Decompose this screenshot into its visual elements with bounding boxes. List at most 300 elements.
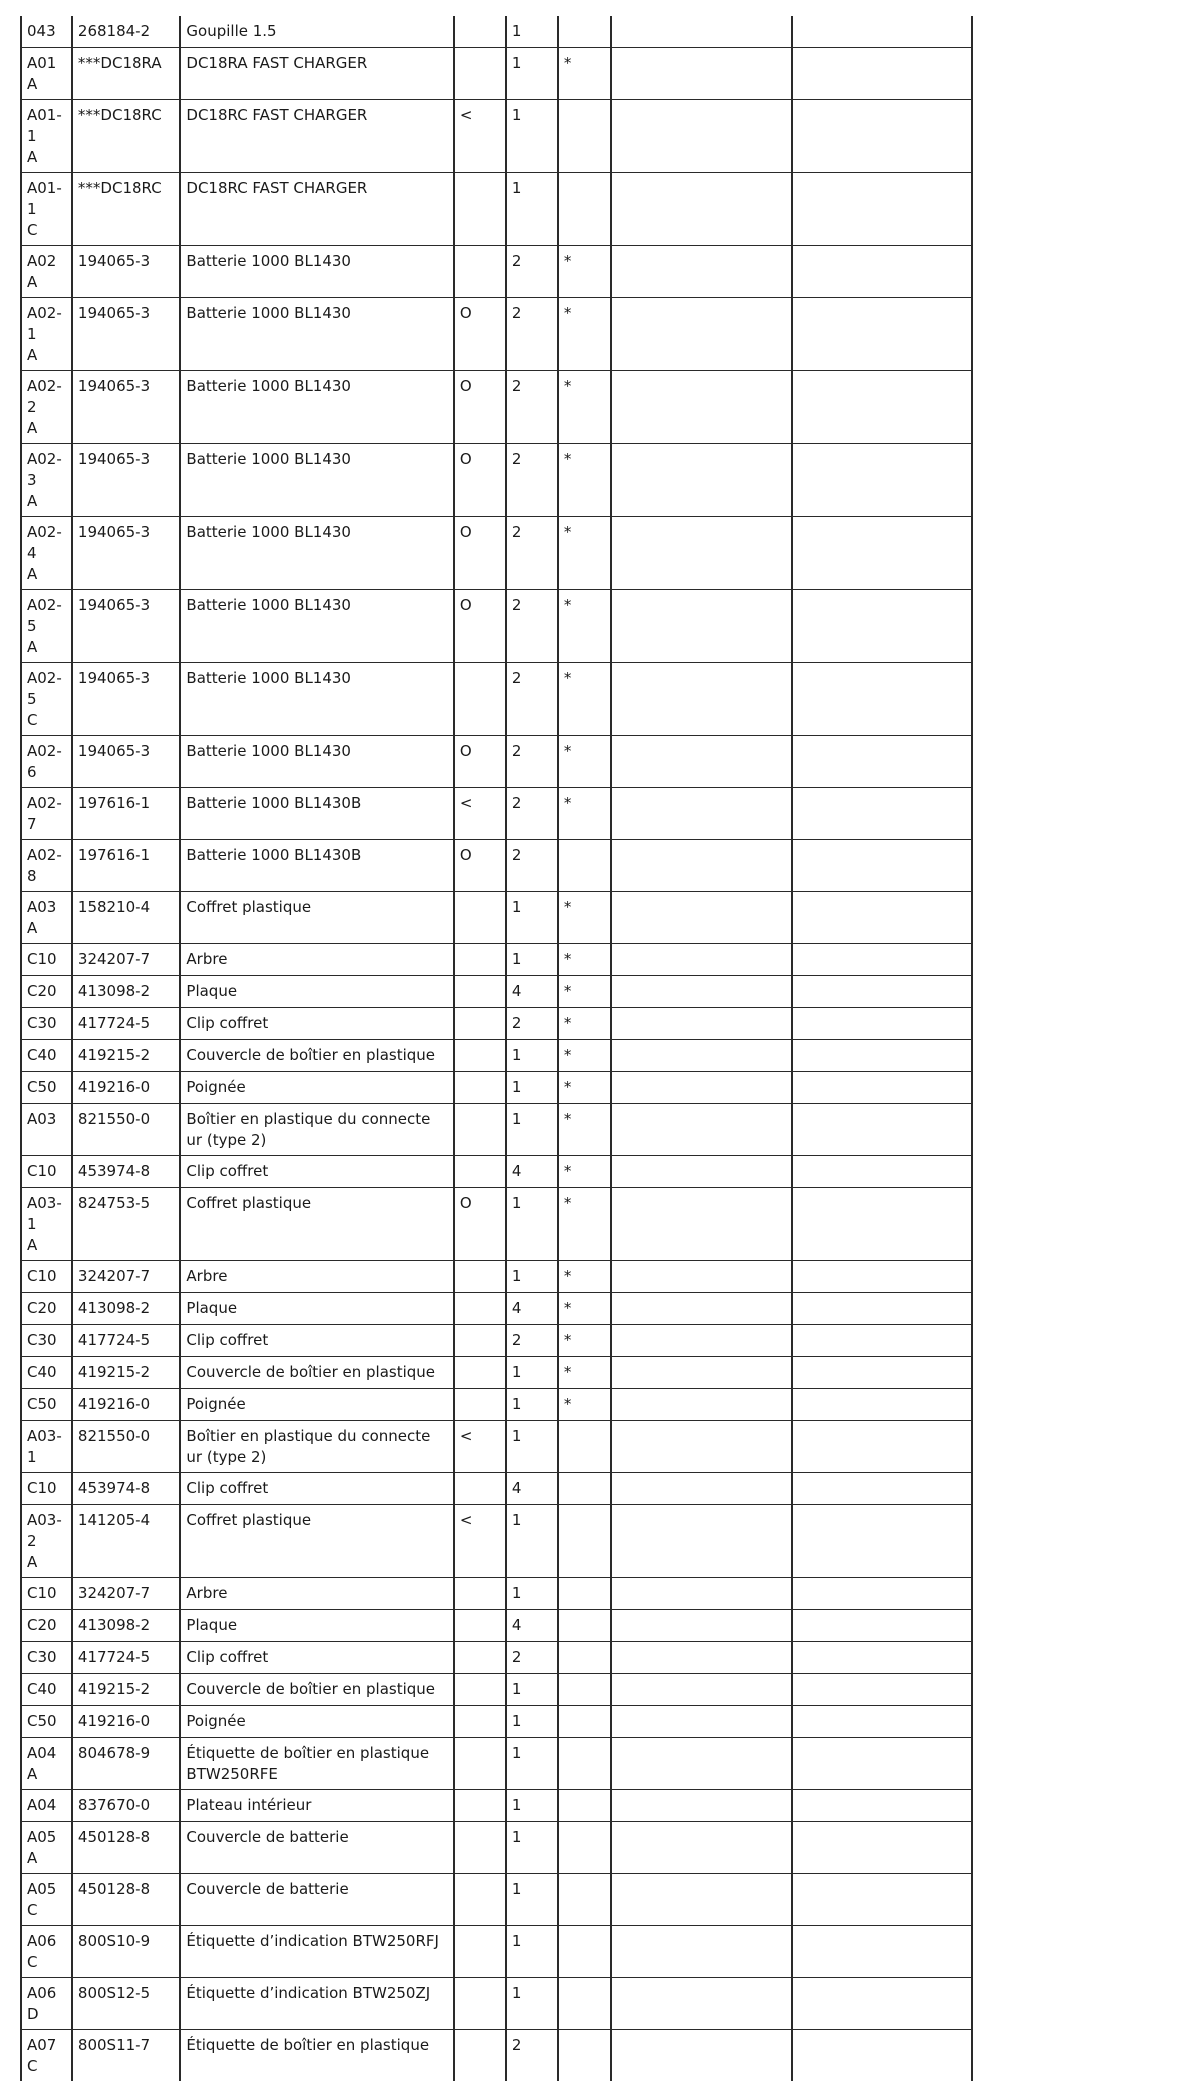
description-cell: Étiquette d’indication BTW250ZJ [180, 1978, 453, 2030]
note-marker-cell: * [558, 48, 611, 100]
description-cell: Couvercle de batterie [180, 1874, 453, 1926]
part-number-cell: 324207-7 [72, 944, 180, 976]
blank-column-2-cell [792, 1926, 972, 1978]
part-number-cell: 194065-3 [72, 517, 180, 590]
note-marker-cell: * [558, 1040, 611, 1072]
part-number-cell: 158210-4 [72, 892, 180, 944]
change-flag-cell: O [454, 1188, 506, 1261]
note-marker-cell [558, 1473, 611, 1505]
blank-column-2-cell [792, 1357, 972, 1389]
quantity-cell: 1 [506, 1706, 558, 1738]
table-row [21, 1738, 972, 1790]
quantity-cell: 2 [506, 1325, 558, 1357]
parts-table-body [21, 16, 972, 2081]
blank-column-1-cell [611, 944, 791, 976]
note-marker-cell [558, 1790, 611, 1822]
blank-column-2-cell [792, 1610, 972, 1642]
part-number-cell: 141205-4 [72, 1505, 180, 1578]
note-marker-cell: * [558, 892, 611, 944]
part-number-cell: 417724-5 [72, 1642, 180, 1674]
item-code-cell: A02A [21, 246, 72, 298]
change-flag-cell [454, 1261, 506, 1293]
quantity-cell: 1 [506, 1874, 558, 1926]
table-row [21, 1389, 972, 1421]
description-cell: Clip coffret [180, 1473, 453, 1505]
item-code-cell: A05A [21, 1822, 72, 1874]
note-marker-cell [558, 1578, 611, 1610]
table-row [21, 663, 972, 736]
quantity-cell: 2 [506, 663, 558, 736]
quantity-cell: 2 [506, 246, 558, 298]
blank-column-1-cell [611, 371, 791, 444]
note-marker-cell: * [558, 1357, 611, 1389]
description-cell: Poignée [180, 1072, 453, 1104]
part-number-cell: 194065-3 [72, 663, 180, 736]
part-number-cell: ***DC18RA [72, 48, 180, 100]
table-row [21, 1188, 972, 1261]
table-row [21, 1674, 972, 1706]
blank-column-1-cell [611, 1642, 791, 1674]
table-row [21, 1421, 972, 1473]
description-cell: Boîtier en plastique du connecte ur (type 2) [180, 1104, 453, 1156]
description-cell: Arbre [180, 1261, 453, 1293]
change-flag-cell [454, 16, 506, 48]
blank-column-1-cell [611, 444, 791, 517]
table-row [21, 298, 972, 371]
description-cell: Plaque [180, 976, 453, 1008]
blank-column-2-cell [792, 1738, 972, 1790]
blank-column-2-cell [792, 1008, 972, 1040]
item-code-cell: C30 [21, 1008, 72, 1040]
item-code-cell: A02-1 A [21, 298, 72, 371]
blank-column-2-cell [792, 892, 972, 944]
part-number-cell: 419215-2 [72, 1040, 180, 1072]
description-cell: Couvercle de boîtier en plastique [180, 1040, 453, 1072]
change-flag-cell [454, 1926, 506, 1978]
part-number-cell: 453974-8 [72, 1473, 180, 1505]
blank-column-1-cell [611, 298, 791, 371]
quantity-cell: 2 [506, 298, 558, 371]
description-cell: Couvercle de boîtier en plastique [180, 1674, 453, 1706]
quantity-cell: 2 [506, 840, 558, 892]
change-flag-cell: O [454, 840, 506, 892]
description-cell: Clip coffret [180, 1008, 453, 1040]
change-flag-cell [454, 944, 506, 976]
quantity-cell: 1 [506, 1926, 558, 1978]
description-cell: Batterie 1000 BL1430 [180, 246, 453, 298]
change-flag-cell [454, 1706, 506, 1738]
blank-column-1-cell [611, 1104, 791, 1156]
quantity-cell: 1 [506, 892, 558, 944]
description-cell: Étiquette d’indication BTW250RFJ [180, 1926, 453, 1978]
quantity-cell: 1 [506, 1505, 558, 1578]
blank-column-1-cell [611, 1738, 791, 1790]
table-row [21, 371, 972, 444]
table-row [21, 2030, 972, 2081]
description-cell: Coffret plastique [180, 892, 453, 944]
quantity-cell: 4 [506, 1293, 558, 1325]
blank-column-2-cell [792, 1822, 972, 1874]
table-row [21, 590, 972, 663]
part-number-cell: 268184-2 [72, 16, 180, 48]
note-marker-cell: * [558, 1104, 611, 1156]
quantity-cell: 2 [506, 590, 558, 663]
table-row [21, 173, 972, 246]
quantity-cell: 1 [506, 1738, 558, 1790]
blank-column-1-cell [611, 1978, 791, 2030]
table-row [21, 246, 972, 298]
quantity-cell: 1 [506, 1072, 558, 1104]
item-code-cell: A01A [21, 48, 72, 100]
part-number-cell: 194065-3 [72, 736, 180, 788]
part-number-cell: 413098-2 [72, 1293, 180, 1325]
note-marker-cell [558, 16, 611, 48]
blank-column-2-cell [792, 298, 972, 371]
blank-column-2-cell [792, 1156, 972, 1188]
item-code-cell: A03-1 A [21, 1188, 72, 1261]
description-cell: DC18RA FAST CHARGER [180, 48, 453, 100]
table-row [21, 736, 972, 788]
description-cell: Batterie 1000 BL1430B [180, 840, 453, 892]
description-cell: Plaque [180, 1293, 453, 1325]
change-flag-cell [454, 1293, 506, 1325]
note-marker-cell: * [558, 1188, 611, 1261]
quantity-cell: 1 [506, 1188, 558, 1261]
change-flag-cell [454, 1104, 506, 1156]
item-code-cell: A03-2 A [21, 1505, 72, 1578]
item-code-cell: C10 [21, 1473, 72, 1505]
item-code-cell: A04A [21, 1738, 72, 1790]
note-marker-cell [558, 840, 611, 892]
description-cell: Batterie 1000 BL1430 [180, 371, 453, 444]
part-number-cell: 450128-8 [72, 1874, 180, 1926]
blank-column-2-cell [792, 1293, 972, 1325]
part-number-cell: 804678-9 [72, 1738, 180, 1790]
item-code-cell: C40 [21, 1674, 72, 1706]
description-cell: Couvercle de boîtier en plastique [180, 1357, 453, 1389]
part-number-cell: 821550-0 [72, 1421, 180, 1473]
description-cell: Clip coffret [180, 1156, 453, 1188]
part-number-cell: 453974-8 [72, 1156, 180, 1188]
blank-column-2-cell [792, 788, 972, 840]
note-marker-cell: * [558, 1156, 611, 1188]
description-cell: Batterie 1000 BL1430 [180, 298, 453, 371]
blank-column-1-cell [611, 1926, 791, 1978]
quantity-cell: 1 [506, 1674, 558, 1706]
part-number-cell: 324207-7 [72, 1578, 180, 1610]
change-flag-cell: < [454, 100, 506, 173]
quantity-cell: 2 [506, 2030, 558, 2081]
blank-column-1-cell [611, 173, 791, 246]
quantity-cell: 1 [506, 1822, 558, 1874]
note-marker-cell [558, 1674, 611, 1706]
item-code-cell: C50 [21, 1072, 72, 1104]
blank-column-2-cell [792, 1874, 972, 1926]
item-code-cell: A02-4 A [21, 517, 72, 590]
note-marker-cell: * [558, 663, 611, 736]
item-code-cell: A05C [21, 1874, 72, 1926]
table-row [21, 1072, 972, 1104]
item-code-cell: A02-5 C [21, 663, 72, 736]
table-row [21, 48, 972, 100]
note-marker-cell [558, 1505, 611, 1578]
blank-column-1-cell [611, 1072, 791, 1104]
blank-column-1-cell [611, 1473, 791, 1505]
quantity-cell: 1 [506, 1104, 558, 1156]
blank-column-2-cell [792, 517, 972, 590]
part-number-cell: 194065-3 [72, 246, 180, 298]
note-marker-cell: * [558, 1389, 611, 1421]
change-flag-cell: O [454, 298, 506, 371]
part-number-cell: 800S11-7 [72, 2030, 180, 2081]
blank-column-1-cell [611, 1674, 791, 1706]
note-marker-cell: * [558, 736, 611, 788]
blank-column-2-cell [792, 1421, 972, 1473]
item-code-cell: A03 [21, 1104, 72, 1156]
table-row [21, 1357, 972, 1389]
blank-column-1-cell [611, 16, 791, 48]
part-number-cell: 800S10-9 [72, 1926, 180, 1978]
item-code-cell: 043 [21, 16, 72, 48]
note-marker-cell [558, 1421, 611, 1473]
note-marker-cell: * [558, 1325, 611, 1357]
quantity-cell: 1 [506, 1978, 558, 2030]
description-cell: Batterie 1000 BL1430 [180, 663, 453, 736]
description-cell: Goupille 1.5 [180, 16, 453, 48]
item-code-cell: C10 [21, 1156, 72, 1188]
description-cell: Plaque [180, 1610, 453, 1642]
blank-column-2-cell [792, 1578, 972, 1610]
item-code-cell: C40 [21, 1357, 72, 1389]
part-number-cell: 419215-2 [72, 1674, 180, 1706]
table-row [21, 444, 972, 517]
quantity-cell: 2 [506, 444, 558, 517]
quantity-cell: 4 [506, 1473, 558, 1505]
blank-column-1-cell [611, 663, 791, 736]
item-code-cell: C20 [21, 1293, 72, 1325]
change-flag-cell [454, 1473, 506, 1505]
quantity-cell: 1 [506, 1261, 558, 1293]
quantity-cell: 4 [506, 1156, 558, 1188]
table-row [21, 1008, 972, 1040]
table-row [21, 1325, 972, 1357]
change-flag-cell [454, 2030, 506, 2081]
change-flag-cell [454, 246, 506, 298]
blank-column-2-cell [792, 1642, 972, 1674]
blank-column-1-cell [611, 100, 791, 173]
part-number-cell: 413098-2 [72, 976, 180, 1008]
description-cell: Batterie 1000 BL1430B [180, 788, 453, 840]
change-flag-cell [454, 1008, 506, 1040]
note-marker-cell [558, 1978, 611, 2030]
blank-column-2-cell [792, 246, 972, 298]
item-code-cell: A07C [21, 2030, 72, 2081]
item-code-cell: A06C [21, 1926, 72, 1978]
quantity-cell: 2 [506, 788, 558, 840]
change-flag-cell: O [454, 371, 506, 444]
table-row [21, 944, 972, 976]
note-marker-cell: * [558, 976, 611, 1008]
part-number-cell: 417724-5 [72, 1008, 180, 1040]
table-row [21, 100, 972, 173]
change-flag-cell [454, 976, 506, 1008]
blank-column-2-cell [792, 944, 972, 976]
blank-column-1-cell [611, 976, 791, 1008]
table-row [21, 517, 972, 590]
blank-column-2-cell [792, 1674, 972, 1706]
part-number-cell: 419216-0 [72, 1072, 180, 1104]
blank-column-1-cell [611, 246, 791, 298]
item-code-cell: C30 [21, 1325, 72, 1357]
change-flag-cell [454, 1389, 506, 1421]
part-number-cell: 194065-3 [72, 590, 180, 663]
change-flag-cell [454, 173, 506, 246]
blank-column-2-cell [792, 976, 972, 1008]
table-row [21, 1642, 972, 1674]
table-row [21, 1293, 972, 1325]
note-marker-cell: * [558, 590, 611, 663]
note-marker-cell: * [558, 444, 611, 517]
note-marker-cell [558, 1738, 611, 1790]
change-flag-cell: < [454, 1421, 506, 1473]
item-code-cell: A03-1 [21, 1421, 72, 1473]
part-number-cell: 800S12-5 [72, 1978, 180, 2030]
quantity-cell: 1 [506, 48, 558, 100]
change-flag-cell: O [454, 736, 506, 788]
change-flag-cell: O [454, 517, 506, 590]
item-code-cell: A01-1 A [21, 100, 72, 173]
blank-column-1-cell [611, 1790, 791, 1822]
item-code-cell: C40 [21, 1040, 72, 1072]
table-row [21, 892, 972, 944]
blank-column-2-cell [792, 1261, 972, 1293]
blank-column-2-cell [792, 1325, 972, 1357]
part-number-cell: 413098-2 [72, 1610, 180, 1642]
quantity-cell: 2 [506, 371, 558, 444]
note-marker-cell [558, 1874, 611, 1926]
table-row [21, 1040, 972, 1072]
description-cell: Boîtier en plastique du connecte ur (type 2) [180, 1421, 453, 1473]
quantity-cell: 2 [506, 517, 558, 590]
part-number-cell: 824753-5 [72, 1188, 180, 1261]
table-row [21, 1926, 972, 1978]
note-marker-cell [558, 100, 611, 173]
part-number-cell: 197616-1 [72, 840, 180, 892]
blank-column-1-cell [611, 48, 791, 100]
change-flag-cell: < [454, 1505, 506, 1578]
change-flag-cell [454, 1072, 506, 1104]
table-row [21, 1790, 972, 1822]
change-flag-cell [454, 48, 506, 100]
quantity-cell: 1 [506, 944, 558, 976]
quantity-cell: 2 [506, 736, 558, 788]
blank-column-1-cell [611, 1040, 791, 1072]
note-marker-cell: * [558, 246, 611, 298]
blank-column-1-cell [611, 1261, 791, 1293]
change-flag-cell [454, 1642, 506, 1674]
blank-column-2-cell [792, 590, 972, 663]
description-cell: Étiquette de boîtier en plastique [180, 2030, 453, 2081]
description-cell: Coffret plastique [180, 1505, 453, 1578]
change-flag-cell [454, 663, 506, 736]
table-row [21, 1706, 972, 1738]
blank-column-2-cell [792, 1473, 972, 1505]
blank-column-1-cell [611, 1325, 791, 1357]
blank-column-2-cell [792, 371, 972, 444]
quantity-cell: 1 [506, 100, 558, 173]
description-cell: DC18RC FAST CHARGER [180, 173, 453, 246]
part-number-cell: 837670-0 [72, 1790, 180, 1822]
change-flag-cell [454, 1156, 506, 1188]
blank-column-2-cell [792, 736, 972, 788]
note-marker-cell [558, 173, 611, 246]
change-flag-cell [454, 1874, 506, 1926]
item-code-cell: C20 [21, 976, 72, 1008]
item-code-cell: C20 [21, 1610, 72, 1642]
part-number-cell: 417724-5 [72, 1325, 180, 1357]
blank-column-2-cell [792, 1389, 972, 1421]
change-flag-cell: O [454, 590, 506, 663]
quantity-cell: 1 [506, 1578, 558, 1610]
note-marker-cell [558, 1926, 611, 1978]
quantity-cell: 1 [506, 1421, 558, 1473]
item-code-cell: C50 [21, 1706, 72, 1738]
blank-column-2-cell [792, 1188, 972, 1261]
item-code-cell: A01-1 C [21, 173, 72, 246]
blank-column-1-cell [611, 1156, 791, 1188]
part-number-cell: 194065-3 [72, 371, 180, 444]
blank-column-1-cell [611, 1008, 791, 1040]
item-code-cell: A02-5 A [21, 590, 72, 663]
part-number-cell: 197616-1 [72, 788, 180, 840]
quantity-cell: 4 [506, 1610, 558, 1642]
part-number-cell: 194065-3 [72, 444, 180, 517]
table-row [21, 840, 972, 892]
note-marker-cell [558, 1610, 611, 1642]
item-code-cell: C10 [21, 1261, 72, 1293]
item-code-cell: A02-8 [21, 840, 72, 892]
change-flag-cell [454, 1357, 506, 1389]
item-code-cell: A02-6 [21, 736, 72, 788]
description-cell: Arbre [180, 1578, 453, 1610]
note-marker-cell: * [558, 298, 611, 371]
quantity-cell: 1 [506, 1040, 558, 1072]
description-cell: Batterie 1000 BL1430 [180, 590, 453, 663]
item-code-cell: C10 [21, 944, 72, 976]
blank-column-2-cell [792, 1706, 972, 1738]
note-marker-cell [558, 2030, 611, 2081]
blank-column-1-cell [611, 1293, 791, 1325]
table-row [21, 16, 972, 48]
table-row [21, 1874, 972, 1926]
item-code-cell: C30 [21, 1642, 72, 1674]
part-number-cell: 419216-0 [72, 1389, 180, 1421]
note-marker-cell: * [558, 1261, 611, 1293]
part-number-cell: 324207-7 [72, 1261, 180, 1293]
quantity-cell: 2 [506, 1008, 558, 1040]
part-number-cell: 419216-0 [72, 1706, 180, 1738]
description-cell: Poignée [180, 1706, 453, 1738]
note-marker-cell: * [558, 1008, 611, 1040]
table-row [21, 1156, 972, 1188]
blank-column-2-cell [792, 1505, 972, 1578]
change-flag-cell: O [454, 444, 506, 517]
blank-column-1-cell [611, 1421, 791, 1473]
blank-column-2-cell [792, 16, 972, 48]
part-number-cell: 450128-8 [72, 1822, 180, 1874]
item-code-cell: A03A [21, 892, 72, 944]
part-number-cell: ***DC18RC [72, 173, 180, 246]
